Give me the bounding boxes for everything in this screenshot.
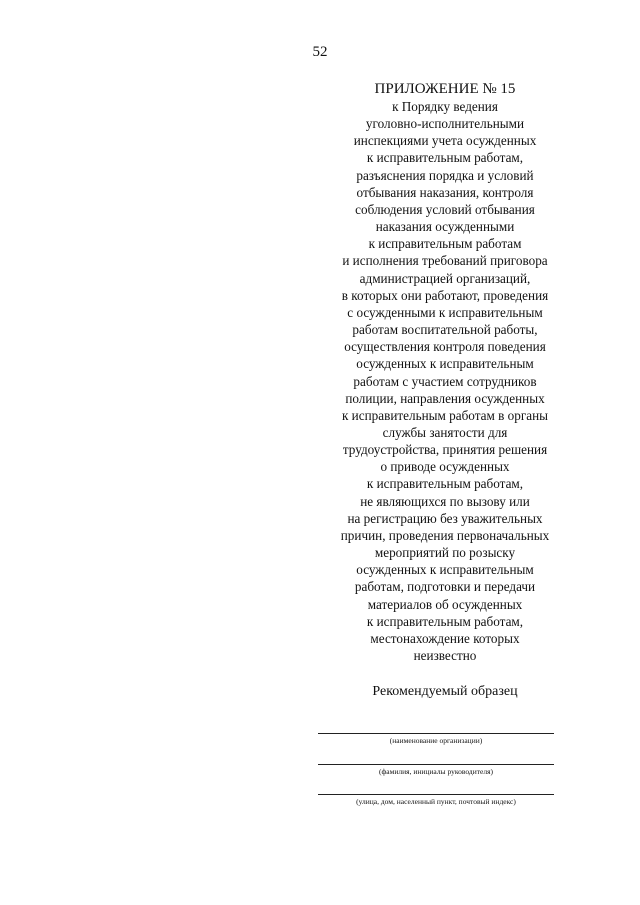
appendix-line: причин, проведения первоначальных [340,527,550,543]
organization-name-line [318,733,554,734]
appendix-line: осуществления контроля поведения [344,339,546,355]
appendix-line: к исправительным работам, [366,613,524,629]
recommended-sample-label: Рекомендуемый образец [372,684,518,699]
appendix-line: местонахождение которых [370,630,520,646]
appendix-line: осужденных к исправительным [356,356,534,372]
appendix-line: работам воспитательной работы, [352,322,538,338]
appendix-line: отбывания наказания, контроля [356,184,534,200]
head-name-field [318,764,554,776]
appendix-line: не являющихся по вызову или [360,493,530,509]
head-name-caption: (фамилия, инициалы руководителя) [378,767,494,776]
address-caption: (улица, дом, населенный пункт, почтовый индекс) [356,797,516,806]
appendix-line: с осужденными к исправительным [347,304,543,320]
page-number: 52 [312,44,328,60]
appendix-header [295,80,595,664]
appendix-line: к исправительным работам в органы [341,407,549,423]
appendix-line: осужденных к исправительным [356,562,534,578]
appendix-line: соблюдения условий отбывания [355,201,535,217]
appendix-line: трудоустройства, принятия решения [342,442,548,458]
appendix-description [295,98,595,664]
appendix-line: о приводе осужденных [380,459,510,475]
appendix-line: мероприятий по розыску [374,545,516,561]
appendix-line: к исправительным работам, [366,476,524,492]
address-field [318,794,554,806]
appendix-line: к исправительным работам, [366,150,524,166]
appendix-line: материалов об осужденных [367,596,523,612]
appendix-line: неизвестно [413,648,477,663]
appendix-line: инспекциями учета осужденных [353,133,537,149]
appendix-line: работам, подготовки и передачи [354,579,536,595]
appendix-line: и исполнения требований приговора [342,253,548,269]
appendix-line: службы занятости для [382,424,508,440]
appendix-line: администрацией организаций, [359,270,531,286]
appendix-line: к Порядку ведения [392,99,498,114]
appendix-line: в которых они работают, проведения [341,287,549,303]
head-name-line [318,764,554,765]
appendix-line: к исправительным работам [368,236,522,252]
appendix-line: разъяснения порядка и условий [356,167,534,183]
appendix-title: ПРИЛОЖЕНИЕ № 15 [374,81,516,97]
appendix-line: полиции, направления осужденных [345,390,545,406]
appendix-line: работам с участием сотрудников [353,373,537,389]
appendix-line: наказания осужденными [375,219,515,235]
appendix-line: уголовно-исполнительными [365,116,525,132]
address-line [318,794,554,795]
organization-name-caption: (наименование организации) [389,736,483,745]
appendix-line: на регистрацию без уважительных [347,510,543,526]
organization-name-field [318,733,554,745]
